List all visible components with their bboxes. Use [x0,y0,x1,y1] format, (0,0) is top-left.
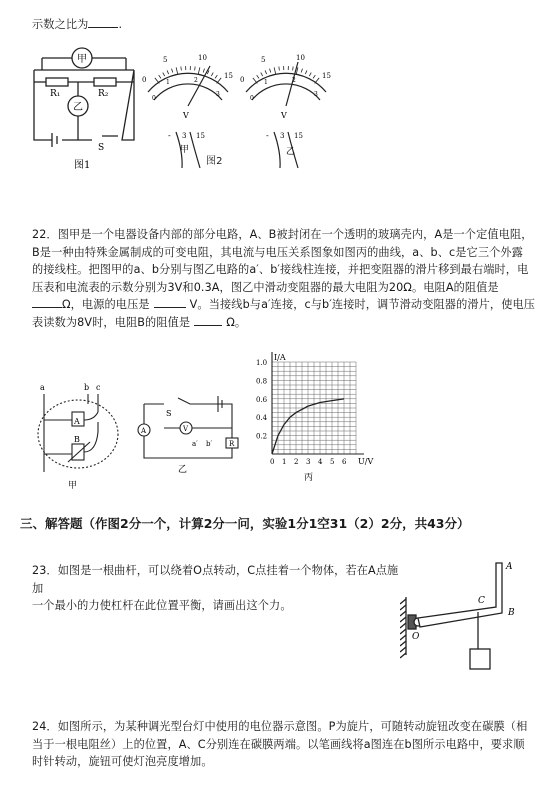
y-tick-label: 0.2 [256,432,268,441]
svg-text:2: 2 [292,77,296,84]
x-tick-label: 2 [294,458,299,466]
x-tick-label: 5 [330,458,335,466]
svg-text:-: - [168,131,171,140]
x-tick-label: 1 [282,458,287,466]
svg-text:B: B [74,435,80,444]
svg-text:0: 0 [240,76,245,84]
x-tick-label: 0 [270,458,275,466]
svg-text:S: S [166,409,172,418]
svg-text:甲: 甲 [180,145,190,155]
svg-text:15: 15 [224,72,233,80]
r1-label: R₁ [50,89,61,99]
svg-text:5: 5 [163,56,168,64]
switch-label: S [98,143,105,153]
figure22-yi [134,388,244,476]
x-axis-label: U/V [358,457,374,466]
svg-text:A: A [141,427,147,435]
svg-text:甲: 甲 [68,481,78,491]
svg-text:10: 10 [198,54,207,62]
lamp-yi-label: 乙 [73,102,83,113]
svg-text:10: 10 [296,54,305,62]
svg-text:15: 15 [196,132,205,140]
svg-text:3: 3 [216,91,220,98]
svg-text:2: 2 [194,77,198,84]
figure22-jia [28,372,138,492]
svg-text:乙: 乙 [286,147,296,157]
svg-text:A: A [74,417,80,426]
svg-text:1: 1 [166,79,170,86]
blank-source-voltage[interactable] [154,307,186,308]
y-tick-label: 0.4 [256,414,268,423]
svg-text:乙: 乙 [178,465,188,475]
lever-figure [400,555,525,680]
figure22-bing-chart [240,350,380,485]
svg-text:5: 5 [261,56,266,64]
svg-text:b: b [84,383,90,392]
y-tick-label: 1.0 [256,359,268,367]
voltmeter-yi [236,52,336,170]
svg-text:3: 3 [182,132,187,140]
label-C: C [478,596,485,606]
x-tick-label: 4 [318,458,323,466]
svg-text:a′: a′ [192,440,198,448]
x-tick-label: 3 [306,458,311,466]
section-3-title: 三、解答题（作图2分一个，计算2分一问，实验1分1空31（2）2分，共43分） [20,516,470,531]
svg-text:15: 15 [294,132,303,140]
label-B: B [508,608,515,618]
question-23: 23．如图是一根曲杆，可以绕着O点转动，C点挂着一个物体，若在A点施加 一个最小的力使杠杆在此位置平衡，请画出这个力。 [32,564,399,612]
svg-text:15: 15 [322,72,331,80]
svg-text:b′: b′ [206,440,213,448]
blank-resistor-a[interactable] [32,307,62,308]
lamp-jia-label: 甲 [77,54,87,65]
blank-resistor-b[interactable] [194,325,222,326]
label-O: O [412,632,420,642]
question-22: 22．图甲是一个电器设备内部的部分电路，A、B被封闭在一个透明的玻璃壳内，A是一个定值电阻， B是一种由特殊金属制成的可变电阻，其电流与电压关系图象如图丙的曲线，a、b、c是它三个外露 的接线柱。把图甲的a、b分别与图乙电路的a′、b′接线柱连接，并把变阻器的滑片移到最右端时，电 压表和电流表的示数分别为3V和0.3A，图乙中滑动变阻器的最大电阻为20Ω。电阻A的阻值是 Ω，电源的电压是 V。当接线b与a′连接，c与b′连接时，调节滑动变阻器的滑片，使电压 表读数为8V时，电阻B的阻值是 Ω。 [32,228,536,329]
figure1-caption: 图1 [74,160,91,171]
r2-label: R₂ [98,89,109,99]
answer-blank[interactable] [88,27,118,28]
top-line: 示数之比为 . [32,18,123,31]
svg-text:V: V [281,111,287,120]
label-A: A [506,562,513,572]
svg-text:1: 1 [264,79,268,86]
question-24: 24．如图所示，为某种调光型台灯中使用的电位器示意图。P为旋片，可随转动旋钮改变在碳膜（相 当于一根电阻丝）上的位置，A、C分别连在碳膜两端。以笔画线将a图连在b图所示电路中，要求顺 时针转动，旋钮可使灯泡亮度增加。 [32,720,528,768]
figure2-caption: 图2 [206,156,223,167]
bing-caption: 丙 [304,473,314,483]
svg-text:-: - [266,131,269,140]
svg-text:V: V [183,111,189,120]
y-axis-label: I/A [274,353,286,362]
y-tick-label: 0.6 [256,395,268,404]
svg-text:0: 0 [152,95,156,102]
svg-text:V: V [183,425,189,433]
svg-text:R: R [229,440,235,448]
svg-text:3: 3 [314,91,318,98]
voltmeter-jia [138,52,238,170]
svg-text:a: a [40,383,45,392]
svg-text:0: 0 [142,76,147,84]
figure1-circuit [22,40,142,175]
svg-text:3: 3 [280,132,285,140]
svg-text:0: 0 [250,95,254,102]
y-tick-label: 0.8 [256,377,268,386]
x-tick-label: 6 [342,458,347,466]
svg-text:c: c [96,383,101,392]
